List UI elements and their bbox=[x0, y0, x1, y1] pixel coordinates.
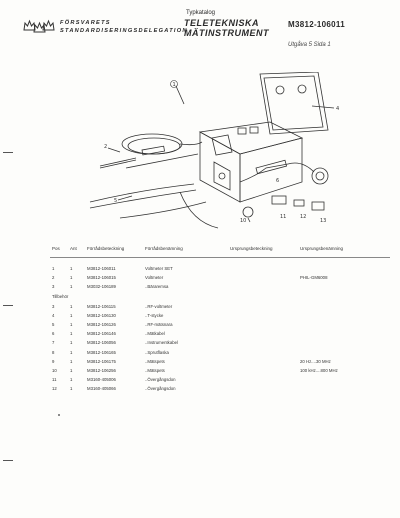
cell-part-number: M3812-106011 bbox=[87, 266, 116, 271]
cell-ant: 1 bbox=[70, 321, 73, 327]
cell-description: ..Instrumentkabel bbox=[145, 340, 178, 346]
cell-description: ..T-stycke bbox=[145, 312, 164, 318]
cell-pos: 3 bbox=[52, 284, 55, 290]
callout-11: 11 bbox=[280, 214, 287, 220]
cell-pos: 6 bbox=[52, 331, 55, 337]
catalog-type-label: Typkatalog bbox=[186, 10, 216, 16]
cell-pos: 4 bbox=[52, 312, 55, 318]
callout-4: 4 bbox=[336, 106, 340, 112]
cell-pos: 5 bbox=[52, 321, 55, 327]
cell-pos: 7 bbox=[52, 340, 55, 346]
cell-description: ..RF-voltmeter bbox=[145, 303, 173, 309]
header-ursprungsbenamning: Ursprungsbenämning bbox=[300, 246, 344, 251]
table-row bbox=[50, 275, 390, 284]
table-row bbox=[50, 304, 390, 313]
page-mark bbox=[58, 414, 60, 416]
cell-part-number: M3812-106165 bbox=[87, 349, 116, 355]
cell-part-number: M3812-106130 bbox=[87, 312, 116, 318]
cell-pos: 3 bbox=[52, 303, 55, 309]
cell-description: ..Mätkabel bbox=[145, 331, 165, 337]
cell-pos: 10 bbox=[52, 367, 57, 373]
table-row bbox=[50, 377, 390, 386]
edition-page: Utgåva 5 Sida 1 bbox=[288, 42, 331, 48]
cell-ant: 1 bbox=[70, 367, 73, 373]
cell-description: ..Övergångsdon bbox=[145, 386, 176, 392]
cell-ant: 1 bbox=[70, 284, 73, 290]
cell-description: ..Mätspets bbox=[145, 358, 165, 364]
cell-part-number: M3812-106056 bbox=[87, 340, 116, 346]
cell-origin-name: PHIL-GM6008 bbox=[300, 275, 328, 281]
cell-origin-name: 20 Hz....30 MHz bbox=[300, 358, 331, 364]
three-crowns-logo-icon bbox=[22, 18, 56, 34]
section-label: Tillbehör bbox=[52, 293, 69, 299]
table-header bbox=[50, 246, 390, 258]
cell-part-number: M3812-106256 bbox=[87, 367, 116, 373]
cell-origin-name: 100 kHz....800 MHz bbox=[300, 367, 338, 373]
cell-pos: 11 bbox=[52, 377, 57, 383]
cell-ant: 1 bbox=[70, 349, 73, 355]
margin-tick bbox=[3, 460, 13, 461]
cell-part-number: M3160-405066 bbox=[87, 386, 116, 392]
header-forradsbenamning: Förrådsbenämning bbox=[145, 246, 183, 251]
margin-tick bbox=[3, 152, 13, 153]
cell-part-number: M3812-106126 bbox=[87, 321, 116, 327]
cell-ant: 1 bbox=[70, 386, 73, 392]
table-row bbox=[50, 266, 390, 275]
cell-part-number: M3032-106189 bbox=[87, 284, 116, 290]
cell-ant: 1 bbox=[70, 331, 73, 337]
table-row bbox=[50, 340, 390, 349]
table-row bbox=[50, 350, 390, 359]
cell-pos: 12 bbox=[52, 386, 57, 392]
cell-pos: 9 bbox=[52, 358, 55, 364]
voltmeter-kit-illustration bbox=[80, 72, 352, 236]
callout-10: 10 bbox=[240, 218, 247, 224]
table-row bbox=[50, 284, 390, 293]
cell-ant: 1 bbox=[70, 312, 73, 318]
cell-ant: 1 bbox=[70, 358, 73, 364]
title-line-2: MÄTINSTRUMENT bbox=[184, 28, 269, 38]
callout-13: 13 bbox=[320, 218, 327, 224]
cell-ant: 1 bbox=[70, 275, 73, 281]
cell-description: ..Mätspets bbox=[145, 367, 165, 373]
callout-5: 5 bbox=[114, 198, 118, 204]
cell-ant: 1 bbox=[70, 377, 73, 383]
callout-12: 12 bbox=[300, 214, 307, 220]
section-label-row bbox=[50, 294, 390, 304]
title-line-1: TELETEKNISKA bbox=[184, 18, 260, 28]
cell-pos: 2 bbox=[52, 275, 55, 281]
cell-part-number: M3160-405006 bbox=[87, 377, 116, 383]
table-row bbox=[50, 386, 390, 395]
cell-ant: 1 bbox=[70, 266, 73, 271]
parts-table bbox=[50, 246, 390, 395]
header-ursprungsbeteckning: Ursprungsbeteckning bbox=[230, 246, 273, 251]
cell-description: ..Bäraremsa bbox=[145, 284, 169, 290]
callout-2: 2 bbox=[104, 144, 108, 150]
callout-1: 1 bbox=[172, 82, 176, 88]
document-title bbox=[184, 18, 269, 38]
callout-6: 6 bbox=[276, 178, 280, 184]
table-row bbox=[50, 368, 390, 377]
table-row bbox=[50, 359, 390, 368]
margin-tick bbox=[3, 305, 13, 306]
cell-ant: 1 bbox=[70, 303, 73, 309]
header-forradsbeteckning: Förrådsbeteckning bbox=[87, 246, 125, 251]
header-pos: Pos bbox=[52, 246, 60, 251]
table-row bbox=[50, 331, 390, 340]
table-row bbox=[50, 322, 390, 331]
document-number: M3812-106011 bbox=[288, 20, 345, 29]
cell-pos: 1 bbox=[52, 266, 55, 271]
cell-description: Voltmeter bbox=[145, 275, 164, 281]
table-row bbox=[50, 313, 390, 322]
cell-pos: 8 bbox=[52, 349, 55, 355]
cell-part-number: M3812-106146 bbox=[87, 331, 116, 337]
cell-description: ..RF-mätsnara bbox=[145, 321, 173, 327]
org-line-2: STANDARDISERINGSDELEGATION bbox=[60, 28, 188, 34]
case-lid-outline bbox=[260, 72, 328, 134]
cell-ant: 1 bbox=[70, 340, 73, 346]
org-line-1: FÖRSVARETS bbox=[60, 20, 111, 26]
cell-part-number: M3812-106175 bbox=[87, 358, 116, 364]
cell-description: ..Sprutflaska bbox=[145, 349, 169, 355]
header-ant: Ant bbox=[70, 246, 77, 251]
cell-description: ..Övergångsdon bbox=[145, 377, 176, 383]
case-front bbox=[200, 132, 240, 202]
cell-part-number: M3812-106115 bbox=[87, 303, 116, 309]
cell-description: Voltmeter SET bbox=[145, 266, 173, 271]
organization-name bbox=[60, 19, 188, 35]
cell-part-number: M3812-106015 bbox=[87, 275, 116, 281]
